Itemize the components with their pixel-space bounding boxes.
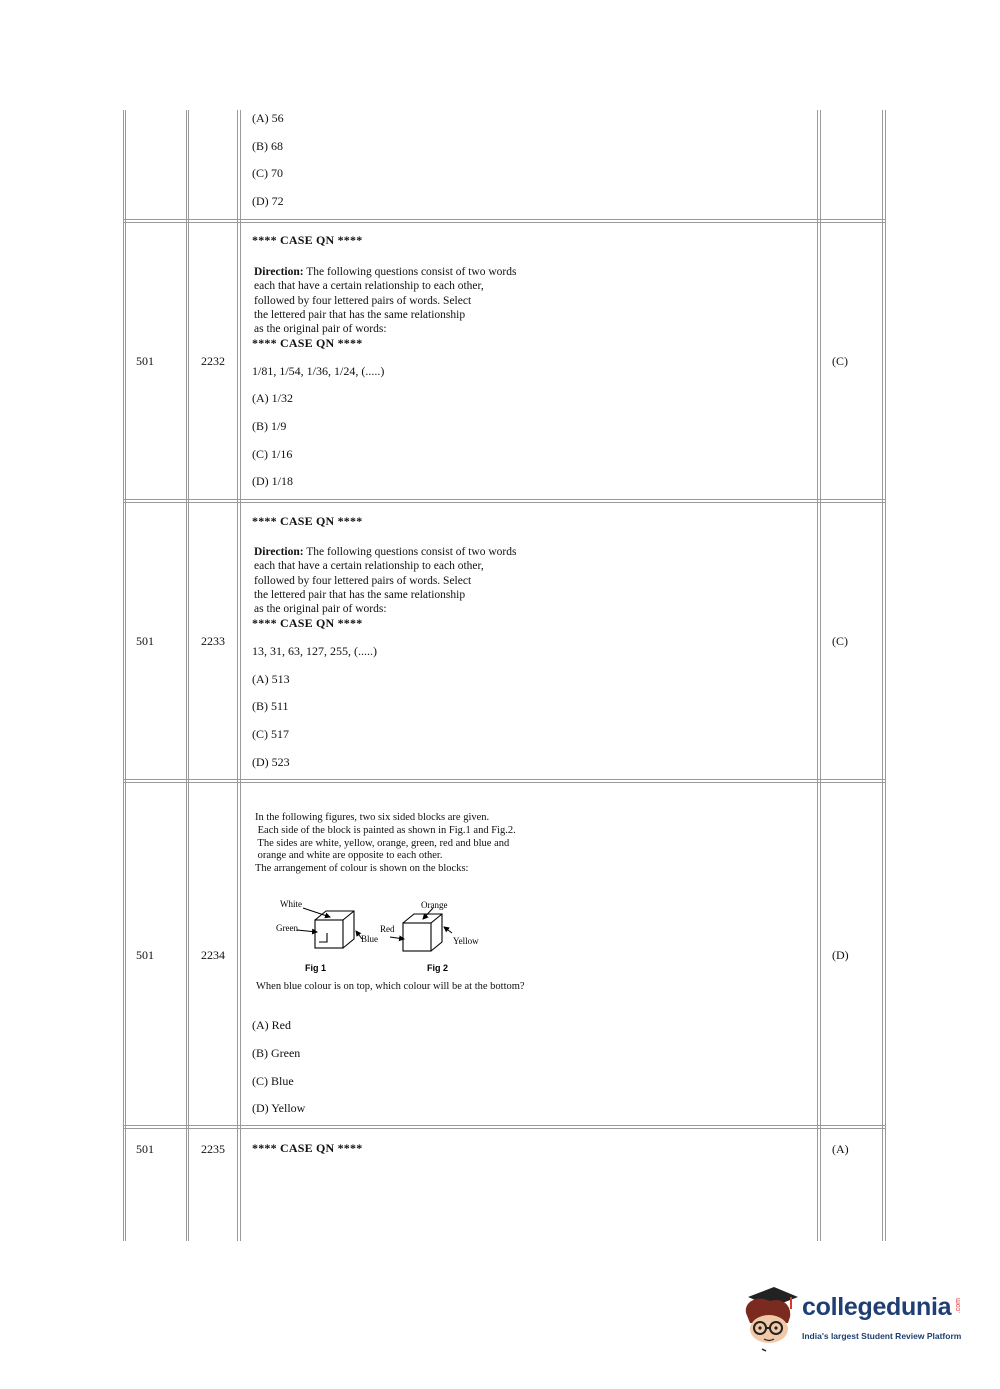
paragraph-line: Each side of the block is painted as shown in Fig.1 and Fig.2. [255,824,516,836]
direction-line: followed by four lettered pairs of words. Select [254,574,472,587]
direction-line: followed by four lettered pairs of words. Select [254,294,472,307]
option-d: (D) 72 [252,194,284,208]
direction-text [254,545,516,616]
cube-fig1 [315,911,354,948]
option-b: (B) 1/9 [252,419,287,433]
fig2-label: Red [380,924,395,934]
option-c: (C) Blue [252,1074,294,1088]
direction-line: The following questions consist of two words [303,266,517,278]
direction-text [254,265,516,336]
answer-key: (C) [832,634,848,648]
answer-key: (D) [832,948,849,962]
direction-line: the lettered pair that has the same relationship [254,308,466,321]
case-label: **** CASE QN **** [252,233,363,247]
logo-domain: .com [955,1298,962,1314]
option-c: (C) 70 [252,166,283,180]
direction-label: Direction: [254,546,304,558]
direction-line: each that have a certain relationship to each other, [254,280,484,293]
option-a: (A) 513 [252,672,290,686]
question-paragraph [255,812,516,876]
case-label: **** CASE QN **** [252,1141,363,1155]
paragraph-line: The sides are white, yellow, orange, green, red and blue and [255,837,510,849]
option-a: (A) 1/32 [252,391,293,405]
question-id: 2233 [201,634,225,648]
case-label: **** CASE QN **** [252,616,363,630]
paragraph-line: orange and white are opposite to each other. [255,850,443,862]
fig-caption: Fig 2 [427,963,449,973]
paper-code: 501 [136,1142,154,1156]
paragraph-line: The arrangement of colour is shown on the blocks: [255,863,469,875]
direction-line: as the original pair of words: [254,323,387,336]
fig1-label: Blue [361,934,378,944]
answer-key: (A) [832,1142,849,1156]
question-id: 2232 [201,354,225,368]
option-b: (B) 68 [252,139,283,153]
case-label: **** CASE QN **** [252,336,363,350]
cube-fig2 [403,914,442,951]
direction-line: each that have a certain relationship to each other, [254,560,484,573]
paper-code: 501 [136,354,154,368]
option-b: (B) 511 [252,699,289,713]
option-a: (A) 56 [252,111,284,125]
logo-tagline: India's largest Student Review Platform [802,1331,962,1341]
mascot-icon [740,1283,802,1353]
direction-line: the lettered pair that has the same relationship [254,588,466,601]
direction-line: as the original pair of words: [254,603,387,616]
paper-code: 501 [136,634,154,648]
option-d: (D) 523 [252,755,290,769]
option-d: (D) 1/18 [252,474,293,488]
fig-caption: Fig 1 [305,963,327,973]
question-id: 2235 [201,1142,225,1156]
cube-figure [270,895,495,980]
option-d: (D) Yellow [252,1101,306,1115]
case-label: **** CASE QN **** [252,514,363,528]
direction-label: Direction: [254,266,304,278]
question-id: 2234 [201,948,225,962]
direction-line: The following questions consist of two words [303,546,517,558]
option-c: (C) 517 [252,727,289,741]
fig2-label: Yellow [453,936,479,946]
logo-wordmark: collegedunia [802,1293,952,1321]
answer-key: (C) [832,354,848,368]
fig1-label: Green [276,923,298,933]
paper-code: 501 [136,948,154,962]
option-c: (C) 1/16 [252,447,293,461]
collegedunia-logo[interactable] [740,1283,980,1353]
question-text: 13, 31, 63, 127, 255, (.....) [252,644,377,658]
fig1-label: White [280,899,302,909]
question-text: When blue colour is on top, which colour will be at the bottom? [256,981,525,992]
option-b: (B) Green [252,1046,301,1060]
question-text: 1/81, 1/54, 1/36, 1/24, (.....) [252,364,385,378]
option-a: (A) Red [252,1018,291,1032]
paragraph-line: In the following figures, two six sided blocks are given. [255,812,490,823]
fig2-label: Orange [421,900,448,910]
